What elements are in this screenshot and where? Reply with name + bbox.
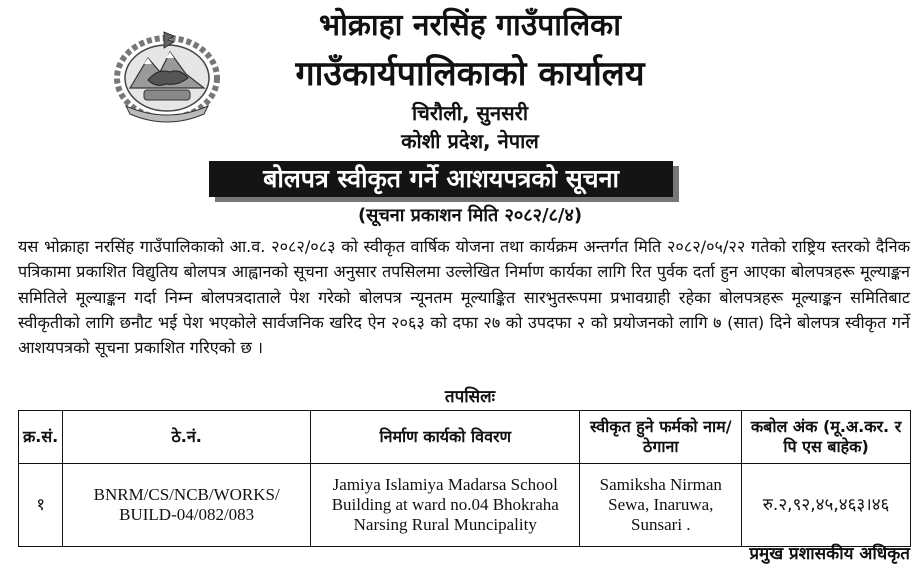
notice-title-banner: बोलपत्र स्वीकृत गर्ने आशयपत्रको सूचना	[209, 161, 673, 197]
header-firm: स्वीकृत हुने फर्मको नाम/ठेगाना	[580, 411, 742, 464]
schedule-label: तपसिलः	[444, 387, 496, 407]
office-location: चिरौली, सुनसरी	[411, 101, 529, 125]
cell-firm: Samiksha Nirman Sewa, Inaruwa, Sunsari .	[580, 464, 742, 547]
office-name: गाउँकार्यपालिकाको कार्यालय	[295, 54, 645, 94]
table-header-row	[19, 411, 911, 464]
cell-description: Jamiya Islamiya Madarsa School Building at ward no.04 Bhokraha Narsing Rural Muncipality	[311, 464, 580, 547]
header-serial: क्र.सं.	[19, 411, 63, 464]
table-row	[19, 464, 911, 547]
nepal-government-emblem-icon	[108, 28, 226, 124]
notice-body: यस भोक्राहा नरसिंह गाउँपालिकाको आ.व. २०८२/०८३ को स्वीकृत वार्षिक योजना तथा कार्यक्रम अन्तर्गत मिति २०८२/०५/२२ गतेको राष्ट्रिय स्तरको दैनिक पत्रिकामा प्रकाशित विद्युतिय बोलपत्र आह्वानको सूचना अनुसार तपसिलमा उल्लेखित निर्माण कार्यका लागि रित पुर्वक दर्ता हुन आएका बोलपत्रहरू मूल्याङ्कन समितिले मूल्याङ्कन गर्दा निम्न बोलपत्रदाताले पेश गरेको बोलपत्र न्यूनतम मूल्याङ्कित सारभुतरूपमा प्रभावग्राही रहेका बोलपत्रहरू मूल्याङ्कन समितिबाट स्वीकृतीको लागि छनौट भई पेश भएकोले सार्वजनिक खरिद ऐन २०६३ को दफा २७ को उपदफा २ को प्रयोजनको लागि ७ (सात) दिने बोलपत्र स्वीकृत गर्ने आशयपत्रको सूचना प्रकाशित गरिएको छ ।	[18, 237, 910, 358]
cell-amount: रु.२,९२,४५,४६३।४६	[742, 464, 911, 547]
cell-contract-no: BNRM/CS/NCB/WORKS/ BUILD-04/082/083	[63, 464, 311, 547]
publish-date: (सूचना प्रकाशन मिति २०८२/८/४)	[357, 205, 583, 226]
signatory-title: प्रमुख प्रशासकीय अधिकृत	[749, 544, 910, 564]
office-province: कोशी प्रदेश, नेपाल	[401, 129, 539, 153]
cell-serial: १	[19, 464, 63, 547]
header-contract-no: ठे.नं.	[63, 411, 311, 464]
award-table	[18, 410, 911, 547]
header-amount: कबोल अंक (मू.अ.कर. र पि एस बाहेक)	[742, 411, 911, 464]
header-description: निर्माण कार्यको विवरण	[311, 411, 580, 464]
municipality-name: भोक्राहा नरसिंह गाउँपालिका	[319, 8, 621, 43]
